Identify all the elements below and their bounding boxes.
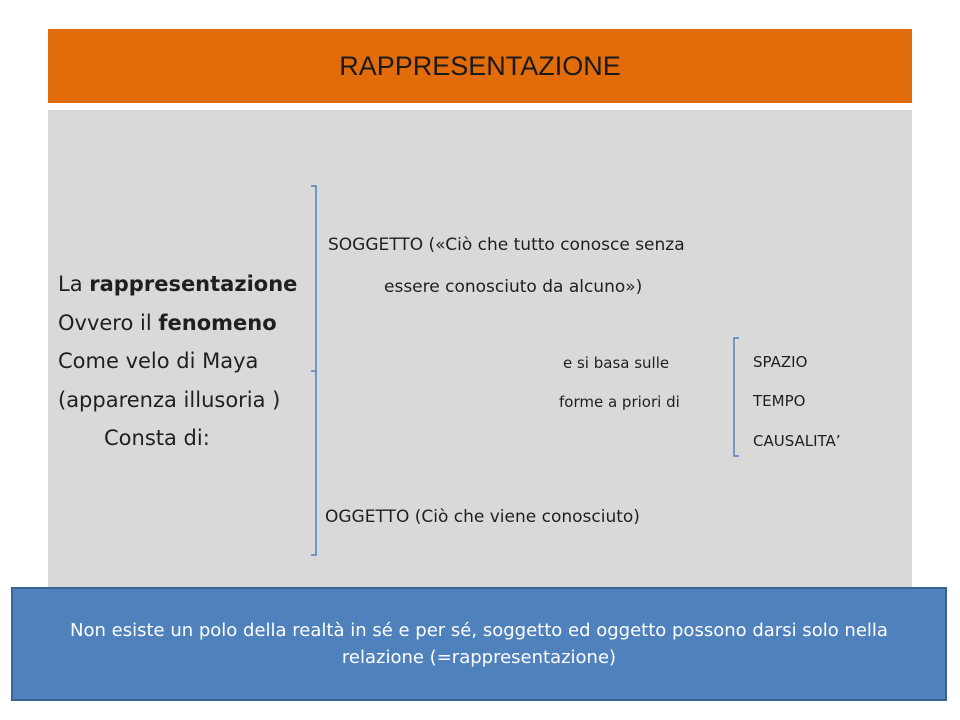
oggetto-line: OGGETTO (Ciò che viene conosciuto) [325,507,640,527]
left-brace [311,186,316,555]
forms-bracket [734,338,739,456]
form-causalita: CAUSALITA’ [753,432,841,450]
soggetto-line-2: essere conosciuto da alcuno») [384,277,643,297]
left-line-1: La rappresentazione [58,272,298,296]
left-line-5: Consta di: [104,426,210,450]
left-line-3: Come velo di Maya [58,349,259,373]
slide-title: RAPPRESENTAZIONE [339,50,621,81]
left-line-2: Ovvero il fenomeno [58,311,277,335]
left-line-4: (apparenza illusoria ) [58,388,281,412]
soggetto-line-1: SOGGETTO («Ciò che tutto conosce senza [328,235,685,255]
callout-box [11,587,947,701]
middle-line-1: e si basa sulle [563,354,670,372]
form-spazio: SPAZIO [753,353,808,371]
middle-line-2: forme a priori di [559,393,680,411]
form-tempo: TEMPO [753,392,806,410]
callout-text: Non esiste un polo della realtà in sé e per sé, soggetto ed oggetto possono darsi solo nella relazione (=rappresentazione) [70,620,888,668]
